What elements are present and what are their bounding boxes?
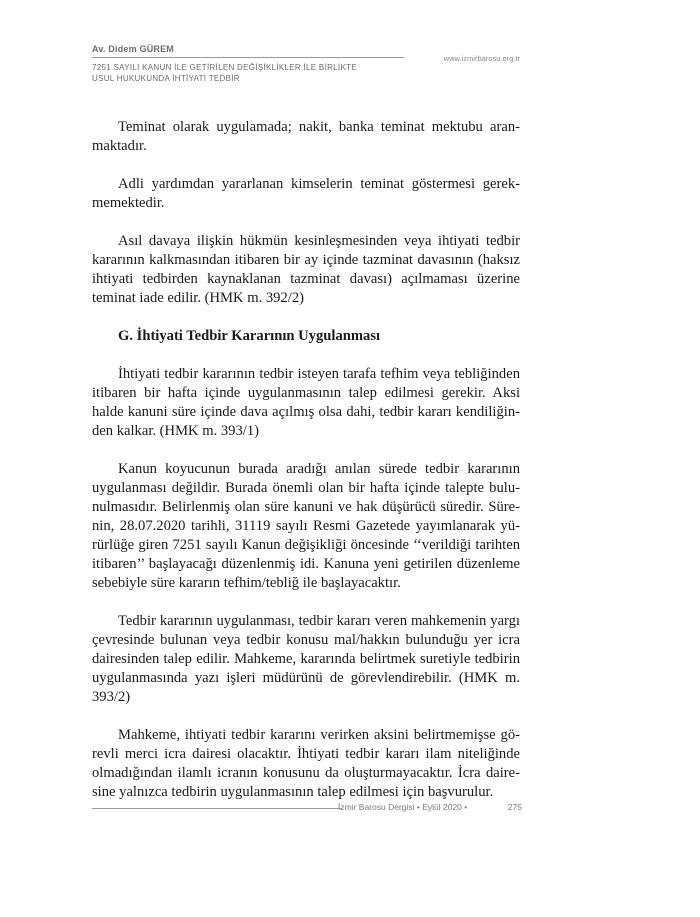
page-number: 275: [507, 802, 522, 812]
paragraph-application-deadline: İhtiyati tedbir kararının tedbir isteyen tarafa tefhim veya tebliğinden itibaren bir hafta içinde uygulanmasının talep edilmesi gerekir. Aksi halde kanuni süre içinde dava açılmış olsa dahi, tedbir kararı kendiliğinden kalkar. (HMK m. 393/1): [92, 366, 520, 439]
author-name: Av. Didem GÜREM: [92, 44, 175, 54]
paragraph-competent-authority: Mahkeme, ihtiyati tedbir kararını verirken aksini belirtmemişse görevli merci icra dairesi olacaktır. İhtiyati tedbir kararı ilam niteliğinde olmadığından ilamlı icranın konusunu da oluşturmayacaktır. İcra dairesine yalnızca tedbirin uygulanmasının talep edilmesi için başvurulur.: [92, 727, 520, 800]
running-header: [92, 44, 522, 90]
article-title: [92, 62, 357, 84]
site-url: www.izmirbarosu.org.tr: [443, 54, 520, 63]
paragraph-guarantee-types: Teminat olarak uygulamada; nakit, banka teminat mektubu aranmaktadır.: [92, 119, 520, 154]
header-divider: [92, 57, 404, 58]
paragraph-legal-aid: Adli yardımdan yararlanan kimselerin teminat göstermesi gerekmemektedir.: [92, 176, 520, 211]
running-footer: [92, 798, 522, 818]
footer-divider: [92, 808, 342, 809]
paragraph-enforcement-office: Tedbir kararının uygulanması, tedbir kararı veren mahkemenin yargı çevresinde bulunan veya tedbir konusu mal/hakkın bulunduğu yer icra dairesinden talep edilir. Mahkeme, kararında belirtmek suretiyle tedbirin uygulanmasında yazı işleri müdürünü de görevlendirebilir. (HMK m. 393/2): [92, 613, 520, 705]
article-title-line-2: USUL HUKUKUNDA İHTİYATİ TEDBİR: [92, 74, 240, 83]
section-heading: G. İhtiyati Tedbir Kararının Uygulanması: [118, 328, 381, 344]
article-title-line-1: 7251 SAYILI KANUN İLE GETİRİLEN DEĞİŞİKLİKLER İLE BİRLİKTE: [92, 63, 357, 72]
paragraph-guarantee-return: Asıl davaya ilişkin hükmün kesinleşmesinden veya ihtiyati tedbir kararının kalkmasından itibaren bir ay içinde tazminat davasının (haksız ihtiyati tedbirden kaynaklanan tazminat davası) açılmaması üzerine teminat iade edilir. (HMK m. 392/2): [92, 233, 520, 306]
page-body: [92, 118, 520, 802]
paragraph-deadline-nature: Kanun koyucunun burada aradığı anılan sürede tedbir kararının uygulanması değildir. Burada önemli olan bir hafta içinde talepte bulunulmasıdır. Belirlenmiş olan süre kanuni ve hak düşürücü süredir. Sürenin, 28.07.2020 tarihli, 31119 sayılı Resmi Gazetede yayımlanarak yürürlüğe giren 7251 sayılı Kanun değişikliği öncesinde ‘‘verildiği tarihten itibaren’’ başlayacağı düzenlenmiş idi. Kanuna yeni getirilen düzenleme sebebiyle süre kararın tefhim/tebliğ ile başlayacaktır.: [92, 461, 520, 591]
journal-info: İzmir Barosu Dergisi • Eylül 2020 •: [338, 802, 468, 812]
